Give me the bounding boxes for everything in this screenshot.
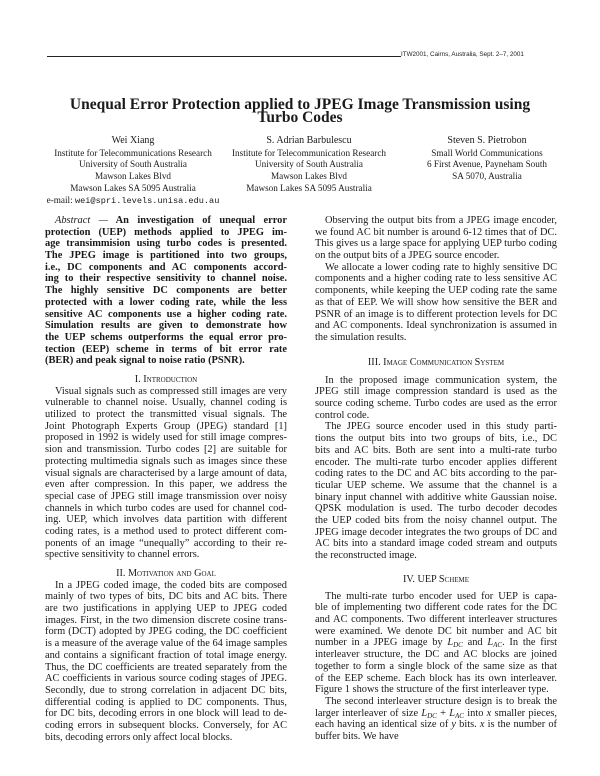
text-line: AC coefficients in various source coding stages of JPEG.: [45, 673, 287, 685]
math-variable: x: [486, 707, 492, 719]
text-segment: smaller pieces,: [491, 707, 557, 719]
title-line: Unequal Error Protection applied to JPEG Image Transmission using: [69, 96, 531, 113]
text-segment: +: [436, 707, 450, 719]
section-heading: IV. UEP Scheme: [402, 574, 470, 585]
paragraph: [315, 421, 557, 561]
text-line: even after compression. In this paper, we address the: [45, 479, 287, 491]
author-name: Steven S. Pietrobon: [447, 135, 527, 146]
text-line: ticular UEP scheme. We assume that the channel is a: [315, 479, 557, 491]
email-label: e-mail:: [46, 194, 73, 205]
paragraph: [315, 375, 557, 422]
text-line: together to form a single block of the same size as that: [315, 660, 557, 672]
text-line: (BER) and peak signal to noise ratio (PSNR).: [45, 355, 245, 367]
text-segment: number in a JPEG image by: [315, 637, 448, 649]
text-line: source coding scheme. Turbo codes are used as the error: [315, 398, 557, 410]
text-line: Secondly, due to strong correlation in adjacent DC bits,: [45, 684, 287, 696]
abstract-text: An investigation of unequal error: [107, 215, 287, 226]
paragraph: [45, 580, 287, 744]
title-line: Turbo Codes: [257, 108, 343, 126]
author-email: [31, 195, 235, 208]
text-line: Figure 1 shows the structure of the first interleaver type.: [315, 684, 549, 696]
text-line: This gives us a large space for applying UEP turbo coding: [315, 238, 557, 250]
author-name: Wei Xiang: [111, 135, 155, 146]
text-line: The multi-rate turbo encoder used for UEP is capa-: [325, 590, 557, 602]
text-segment: . In the first: [502, 637, 558, 649]
text-line: sion and transmission. Turbo codes [2] are suitable for: [45, 444, 287, 456]
section-heading: II. Motivation and Goal: [116, 568, 216, 579]
text-line: In the proposed image communication system, the: [325, 374, 557, 386]
text-line: coding rates to the DC and AC bits according to the par-: [315, 468, 557, 480]
text-line: [315, 708, 557, 720]
text-line: bits, decoding errors only affect local blocks.: [45, 731, 233, 743]
paragraph: [315, 215, 557, 262]
text-line: as that of EEP. We will show how sensitive the BER and: [315, 296, 557, 308]
text-line: components and a higher coding rate to less sensitive AC: [315, 273, 557, 285]
affiliation-line: Mawson Lakes SA 5095 Australia: [70, 182, 196, 193]
text-line: buffer bits. We have: [315, 730, 399, 742]
text-line: control code.: [315, 409, 370, 421]
text-line: mainly of two types of bits, DC bits and AC bits. There: [45, 591, 287, 603]
email-address[interactable]: wei@spri.levels.unisa.edu.au: [74, 195, 220, 206]
math-symbol: [421, 708, 437, 719]
text-line: tions the output bits into two groups of bits, i.e., DC: [315, 433, 557, 445]
text-line: vulnerable to channel noise. Usually, channel coding is: [45, 397, 287, 409]
abstract-line: [45, 215, 287, 227]
text-line: components, while keeping the UEP coding rate the same: [315, 285, 557, 297]
text-line: QPSK modulation is used. The turbo decoder decodes: [315, 503, 557, 515]
text-line: In a JPEG coded image, the coded bits are composed: [55, 579, 287, 591]
affiliation-line: Institute for Telecommunications Research: [54, 147, 212, 158]
paragraphs: [315, 215, 557, 344]
text-line: and AC components. Ideal synchronization is assumed in: [315, 320, 557, 332]
text-segment: bits.: [456, 719, 480, 731]
text-line: Joint Photograph Experts Group (JPEG) standard [1]: [45, 420, 287, 432]
text-line: ing. UEP, which involves data partition with different: [45, 514, 287, 526]
text-line: PSNR of an image is to different protection levels for DC: [315, 308, 557, 320]
text-line: for DC bits, decoding errors in one block will lead to de-: [45, 708, 287, 720]
text-line: The highly sensitive DC components are better: [45, 285, 287, 297]
section-motivation-continued: [315, 215, 557, 344]
text-line: bits and AC bits. Both are sent into a multi-rate turbo: [315, 444, 557, 456]
section-introduction: [45, 374, 287, 561]
affiliation-line: Mawson Lakes Blvd: [270, 171, 348, 182]
paragraph: [315, 696, 557, 743]
text-line: ing to their respective sensitivity to channel noise.: [45, 273, 287, 285]
text-segment: each having an identical size of: [315, 719, 452, 731]
text-line: [315, 719, 557, 731]
text-line: AC bits into a standard image coded stream and outputs: [315, 538, 557, 550]
text-line: Visual signals such as compressed still images are very: [55, 385, 287, 397]
text-line: [315, 637, 557, 649]
text-line: protection (UEP) methods applied to JPEG im-: [45, 226, 287, 238]
paragraphs: [315, 591, 557, 743]
affiliation-line: SA 5070, Australia: [452, 171, 522, 182]
affiliation-line: University of South Australia: [79, 159, 187, 170]
text-line: images. First, in the two dimension discrete cosine trans-: [45, 614, 287, 626]
paragraph: [315, 591, 557, 696]
text-line: ponents of an image “unequally” according to their re-: [45, 537, 287, 549]
line-group: [45, 227, 287, 367]
author-block: [209, 135, 409, 195]
math-subscript: AC: [493, 641, 503, 650]
text-line: are two justifications in applying UEP to JPEG coded: [45, 603, 287, 615]
text-line: proposed in 1992 is widely used for still image compres-: [45, 432, 287, 444]
text-line: spective sensitivity to channel errors.: [45, 549, 200, 561]
paragraphs: [45, 386, 287, 561]
text-line: JPEG still image compression standard is used as the: [315, 386, 557, 398]
paragraph: [315, 262, 557, 344]
section-uep-scheme: [315, 574, 557, 743]
text-line: the UEP coded bits from the noisy channel output. The: [315, 514, 557, 526]
text-line: we found AC bit number is around 6-12 times that of DC.: [315, 226, 557, 238]
text-line: protecting multimedia signals such as images since these: [45, 455, 287, 467]
math-variable: L: [447, 637, 454, 649]
text-line: coding errors in subsequent blocks. Conversely, for AC: [45, 719, 287, 731]
paragraphs: [45, 580, 287, 744]
text-line: special case of JPEG still image transmission over noisy: [45, 490, 287, 502]
text-line: the simulation results.: [315, 331, 407, 343]
affiliation-line: 6 First Avenue, Payneham South: [426, 159, 548, 170]
text-line: visual signals are characterised by a large amount of data,: [45, 467, 287, 479]
math-variable: L: [449, 707, 456, 719]
text-line: The JPEG image is partitioned into two groups,: [45, 250, 287, 262]
math-subscript: DC: [453, 641, 463, 650]
math-subscript: AC: [455, 711, 464, 720]
text-line: JPEG image decoder integrates the two groups of DC and: [315, 526, 557, 538]
paragraph: [45, 386, 287, 561]
section-motivation: [45, 568, 287, 743]
paper-title: [0, 96, 600, 126]
math-symbol: [447, 637, 463, 648]
affiliation-line: Institute for Telecommunication Research: [231, 147, 387, 158]
text-line: of the EEP scheme. Each block has its own interleaver.: [315, 672, 557, 684]
text-line: and AC components. Two different interleaver structures: [315, 614, 557, 626]
text-line: tection (EEP) scheme in terms of bit error rate: [45, 343, 287, 355]
text-segment: into: [463, 707, 487, 719]
section-system: [315, 357, 557, 562]
math-variable: L: [487, 637, 494, 649]
paragraphs: [315, 375, 557, 562]
header-rule: [47, 56, 401, 57]
author-block: [407, 135, 567, 183]
author-block: [31, 135, 235, 207]
running-header: ITW2001, Cairns, Australia, Sept. 2–7, 2001: [401, 51, 524, 58]
text-line: and contains a significant fraction of total image energy.: [45, 649, 287, 661]
section-heading: III. Image Communication System: [367, 357, 505, 368]
text-line: is a measure of the average value of the 64 image samples: [45, 638, 287, 650]
text-line: were examined. We denote DC bit number and AC bit: [315, 625, 557, 637]
text-segment: is the number of: [484, 719, 557, 731]
text-segment: and: [462, 637, 488, 649]
affiliation-line: Mawson Lakes SA 5095 Australia: [246, 182, 372, 193]
text-line: encoder. The multi-rate turbo encoder applies different: [315, 456, 557, 468]
abstract: [45, 215, 287, 367]
text-line: form (DCT) adopted by JPEG coding, the DC coefficient: [45, 626, 287, 638]
text-line: coding rates, is a method used to protect different com-: [45, 525, 287, 537]
text-line: sensitive AC components use a higher coding rate.: [45, 308, 287, 320]
math-symbol: [449, 708, 464, 719]
text-line: channels in which turbo codes are used for channel cod-: [45, 502, 287, 514]
affiliation-line: University of South Australia: [255, 159, 363, 170]
text-line: The second interleaver structure design is to break the: [325, 695, 557, 707]
text-line: age transimmision using turbo codes is presented.: [45, 238, 287, 250]
text-line: We allocate a lower coding rate to highly sensitive DC: [325, 261, 557, 273]
text-line: i.e., DC components and AC components accord-: [45, 261, 287, 273]
math-variable: L: [421, 707, 428, 719]
text-line: Thus, the DC coefficients are treated separately from the: [45, 661, 287, 673]
text-line: Simulation results are given to demonstrate how: [45, 320, 287, 332]
text-segment: larger interleaver of size: [315, 707, 422, 719]
math-variable: x: [479, 719, 485, 731]
affiliation-line: Small World Communications: [431, 147, 543, 158]
math-variable: y: [451, 719, 457, 731]
text-line: on the output bits of a JPEG source encoder.: [315, 250, 500, 262]
text-line: ble of implementing two different code rates for the DC: [315, 602, 557, 614]
section-heading: I. Introduction: [134, 374, 198, 385]
text-line: The JPEG source encoder used in this study parti-: [325, 421, 557, 433]
math-symbol: [487, 637, 502, 648]
author-name: S. Adrian Barbulescu: [266, 135, 352, 146]
text-line: Observing the output bits from a JPEG image encoder,: [325, 215, 557, 226]
text-line: the UEP schems outperforms the equal error pro-: [45, 331, 287, 343]
text-line: interleaver structure, the DC and AC blocks are joined: [315, 649, 557, 661]
text-line: utilized to protect the transmitted visual signals. The: [45, 409, 287, 421]
text-line: differential coding is applied to DC components. Thus,: [45, 696, 287, 708]
text-line: binary input channel with additive white Gaussian noise.: [315, 491, 557, 503]
math-subscript: DC: [427, 711, 437, 720]
affiliation-line: Mawson Lakes Blvd: [94, 171, 172, 182]
text-line: protected with a lower coding rate, while the less: [45, 296, 287, 308]
abstract-label: Abstract —: [55, 215, 108, 226]
text-line: the reconstructed image.: [315, 550, 417, 561]
